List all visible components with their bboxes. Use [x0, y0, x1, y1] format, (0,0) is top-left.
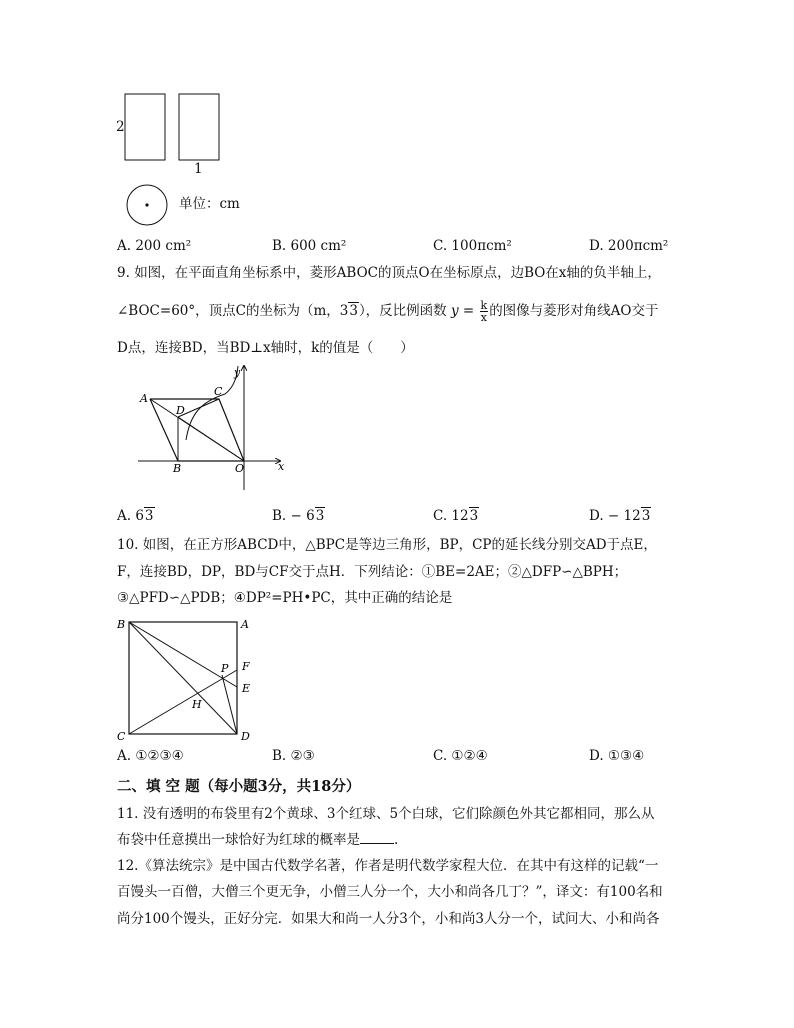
- section-2-heading: 二、填 空 题（每小题3分，共18分）: [117, 778, 361, 795]
- q9-figure-coordinate-plane: [130, 360, 300, 495]
- q10-number: 10.: [117, 537, 139, 553]
- top-view-center-dot: [145, 203, 148, 206]
- segment-do: [178, 417, 244, 461]
- point-e-label: E: [242, 682, 251, 695]
- q11-line-1: 11. 没有透明的布袋里有2个黄球、3个红球、5个白球，它们除颜色外其它都相同，那么从: [117, 806, 655, 822]
- q9-line-1-text: 如图，在平面直角坐标系中，菱形ABOC的顶点O在坐标原点，边BO在x轴的负半轴上，: [134, 265, 661, 281]
- point-a-label: A: [241, 618, 249, 631]
- height-label: 2: [116, 119, 125, 135]
- q9-option-b[interactable]: B. − 63: [272, 508, 325, 524]
- point-d-label: D: [241, 730, 250, 742]
- diagonal-bd: [129, 622, 237, 734]
- q8-option-c[interactable]: C. 100πcm²: [433, 238, 512, 254]
- y-axis-label: y: [234, 366, 241, 379]
- q9-line-2c: 的图像与菱形对角线AO交于: [489, 303, 659, 319]
- line-be: [129, 622, 237, 687]
- q9-line-3: D点，连接BD，当BD⊥x轴时，k的值是（ ）: [117, 340, 414, 356]
- q11-period: .: [394, 832, 399, 848]
- q9-option-d[interactable]: D. − 123: [589, 508, 651, 524]
- point-b-label: B: [173, 462, 182, 475]
- line-pd: [222, 675, 237, 734]
- q10-line-2: F，连接BD，DP，BD与CF交于点H．下列结论：①BE=2AE；②△DFP∽△BPH；: [117, 564, 628, 580]
- q9-frac-x: x: [480, 311, 487, 324]
- q12-line-3: 尚分100个馒头，正好分完．如果大和尚一人分3个，小和尚3人分一个，试问大、小和尚各: [117, 911, 660, 927]
- point-p-label: P: [221, 662, 229, 675]
- front-view-rect: [125, 94, 165, 160]
- q11-line-2-text: 布袋中任意摸出一球恰好为红球的概率是: [117, 832, 360, 848]
- q9-line-2b: ），反比例函数: [358, 303, 447, 319]
- point-c-label: C: [117, 730, 126, 742]
- point-o-label: O: [235, 462, 245, 475]
- unit-label: 单位：cm: [179, 196, 240, 212]
- q8-option-d[interactable]: D. 200πcm²: [589, 238, 669, 254]
- point-a-label: A: [140, 392, 148, 405]
- q11-answer-blank[interactable]: [360, 831, 394, 844]
- q10-line-1-text: 如图，在正方形ABCD中，△BPC是等边三角形，BP，CP的延长线分别交AD于点E，: [142, 537, 657, 553]
- hyperbola-curve: [186, 366, 238, 440]
- q9-function-y: y =: [450, 303, 475, 319]
- q10-figure-square: [110, 612, 270, 742]
- q10-line-1: [117, 536, 657, 554]
- point-b-label: B: [117, 618, 126, 631]
- x-axis-label: x: [278, 460, 285, 473]
- point-h-label: H: [192, 698, 202, 711]
- point-c-label: C: [214, 385, 223, 398]
- q8-option-a[interactable]: A. 200 cm²: [117, 238, 192, 254]
- q8-option-b[interactable]: B. 600 cm²: [272, 238, 347, 254]
- q10-option-c[interactable]: C. ①②④: [433, 748, 488, 764]
- q9-option-a[interactable]: A. 63: [117, 508, 154, 524]
- width-label: 1: [194, 161, 203, 177]
- q9-number: 9.: [117, 265, 130, 281]
- line-cf: [129, 670, 237, 734]
- q9-sqrt: 3: [349, 303, 358, 319]
- three-view-drawing: [110, 88, 260, 238]
- q10-option-a[interactable]: A. ①②③④: [117, 748, 184, 764]
- point-d-label: D: [176, 404, 185, 417]
- q12-line-1: 12.《算法统宗》是中国古代数学名著，作者是明代数学家程大位．在其中有这样的记载“一: [117, 858, 659, 874]
- q9-line-1: [117, 264, 661, 282]
- q12-line-2: 百馒头一百僧，大僧三个更无争，小僧三人分一个，大小和尚各几丁？”，译文：有100名和: [117, 884, 663, 900]
- q9-line-2a: ∠BOC=60°，顶点C的坐标为（m，3: [117, 303, 349, 319]
- q9-option-c[interactable]: C. 123: [433, 508, 479, 524]
- q9-line-2: [117, 300, 659, 323]
- q11-line-2: [117, 831, 398, 849]
- point-f-label: F: [242, 660, 250, 673]
- q10-option-d[interactable]: D. ①③④: [589, 748, 645, 764]
- q9-frac-k: k: [480, 299, 488, 312]
- q10-option-b[interactable]: B. ②③: [272, 748, 315, 764]
- q9-fraction: [480, 300, 489, 323]
- q10-line-3: ③△PFD∽△PDB；④DP²=PH•PC，其中正确的结论是: [117, 590, 453, 606]
- side-view-rect: [179, 94, 219, 160]
